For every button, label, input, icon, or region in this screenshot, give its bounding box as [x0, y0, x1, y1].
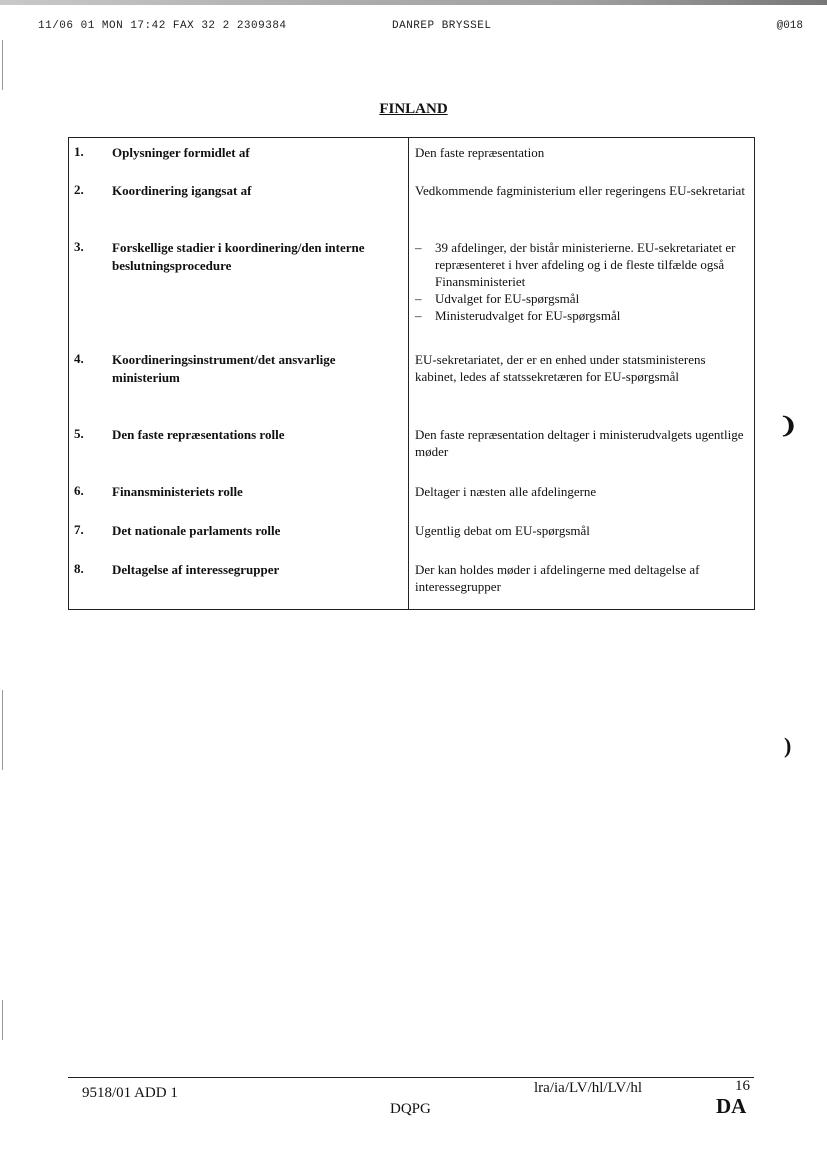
row-number: 3.	[74, 239, 84, 254]
row-label: Finansministeriets rolle	[112, 484, 243, 499]
page-number: 16	[735, 1078, 750, 1094]
row-number: 5.	[74, 426, 84, 441]
list-item: – Udvalget for EU-spørgsmål	[415, 290, 748, 307]
row-number: 6.	[74, 483, 84, 498]
row-value: Vedkommende fagministerium eller regeringens EU-sekretariat	[415, 183, 745, 198]
row-value: Den faste repræsentation	[415, 145, 545, 160]
row-label: Koordinering igangsat af	[112, 183, 252, 198]
page-title: FINLAND	[379, 101, 448, 117]
issuing-unit: DQPG	[390, 1101, 431, 1117]
binder-hole-mark: ❩	[779, 413, 798, 438]
row-value: Den faste repræsentation deltager i ministerudvalgets ugentlige møder	[415, 427, 744, 459]
row-number: 1.	[74, 144, 84, 159]
list-item: – Ministerudvalget for EU-spørgsmål	[415, 307, 748, 324]
list-item: – 39 afdelinger, der bistår ministerierne. EU-sekretariatet er repræsenteret i hver afdeling og i de fleste tilfælde også Finansministeriet	[415, 239, 748, 290]
row-value: EU-sekretariatet, der er en enhed under statsministerens kabinet, ledes af statssekretæren for EU-spørgsmål	[415, 352, 706, 384]
fax-transmission-bar	[0, 0, 827, 5]
language-code: DA	[716, 1094, 747, 1118]
coordination-table	[68, 137, 755, 610]
document-reference: 9518/01 ADD 1	[82, 1085, 178, 1101]
row-number: 2.	[74, 182, 84, 197]
scan-edge-mark	[2, 690, 3, 770]
row-number: 7.	[74, 522, 84, 537]
row-label: Det nationale parlaments rolle	[112, 523, 281, 538]
author-initials: lra/ia/LV/hl/LV/hl	[534, 1080, 643, 1096]
row-value: Deltager i næsten alle afdelingerne	[415, 484, 597, 499]
fax-header	[0, 20, 827, 36]
column-divider	[408, 138, 409, 609]
row-label: Deltagelse af interessegrupper	[112, 562, 280, 577]
row-label: Den faste repræsentations rolle	[112, 427, 285, 442]
row-number: 8.	[74, 561, 84, 576]
row-value-list	[415, 239, 748, 324]
row-number: 4.	[74, 351, 84, 366]
row-value: Der kan holdes møder i afdelingerne med deltagelse af interessegrupper	[415, 562, 700, 594]
row-value: Ugentlig debat om EU-spørgsmål	[415, 523, 590, 538]
footer-divider	[68, 1077, 754, 1078]
row-label: Oplysninger formidlet af	[112, 145, 250, 160]
scan-edge-mark	[2, 40, 3, 90]
fax-header-left: 11/06 01 MON 17:42 FAX 32 2 2309384	[38, 20, 287, 32]
scan-edge-mark	[2, 1000, 3, 1040]
row-label: Koordineringsinstrument/det ansvarlige ministerium	[112, 352, 336, 385]
binder-hole-mark: )	[784, 733, 792, 758]
fax-header-page-counter: @018	[776, 20, 803, 32]
fax-header-sender: DANREP BRYSSEL	[392, 20, 492, 32]
row-label: Forskellige stadier i koordinering/den interne beslutningsprocedure	[112, 240, 365, 273]
